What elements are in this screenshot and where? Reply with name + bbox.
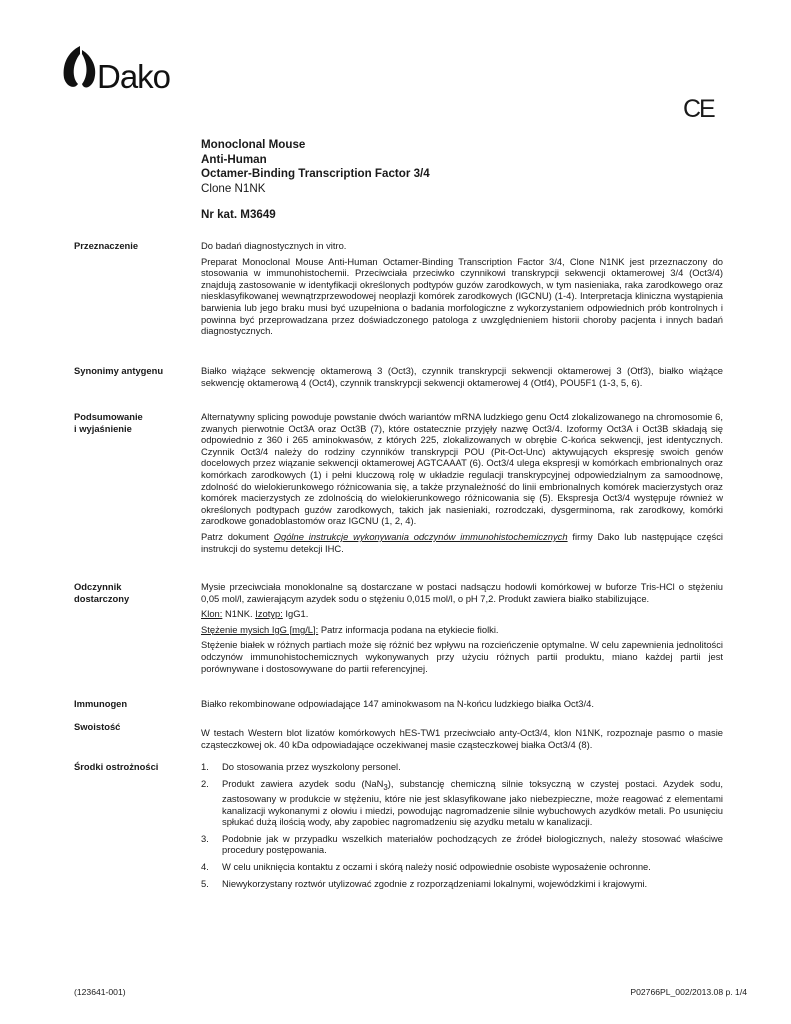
list-text: Niewykorzystany roztwór utylizować zgodnie z rozporządzeniami lokalnymi, wojewódzkimi i krajowymi. (222, 877, 648, 889)
clone-isotype-line (201, 608, 723, 620)
section-label-srodki: Środki ostrożności (74, 761, 159, 772)
ce-mark: CE (683, 95, 714, 123)
list-text: ), substancję chemiczną silnie toksyczną w czystej postaci. Azydek sodu, zastosowany w produkcie w stężeniu, które nie jest sklasyfikowane jako niebezpieczne, może reagować z elementami kanalizacji wykonanymi z ołowiu i miedzi, powodując nagromadzenie silnie wybuchowych azydków metali. Po usunięciu spłukać dużą ilością wody, aby zapobiec nagromadzeniu się azydku metalu w kanalizacji. (222, 777, 723, 828)
list-item (201, 778, 723, 828)
footer-doc-code: (123641-001) (74, 987, 126, 997)
label-line: Podsumowanie (74, 411, 143, 422)
section-label-swoistosc: Swoistość (74, 721, 121, 732)
label-line: dostarczony (74, 592, 130, 604)
list-number: 4. (201, 861, 209, 873)
list-text: Produkt zawiera azydek sodu (NaN (222, 777, 384, 789)
title-line-4: Clone N1NK (201, 181, 266, 195)
section-label-synonimy: Synonimy antygenu (74, 365, 164, 376)
section-body-odczynnik (201, 581, 723, 680)
text-span: firmy Dako lub następujące części instrukcji do systemu detekcji IHC. (201, 530, 723, 554)
title-line-1: Monoclonal Mouse (201, 138, 306, 151)
paragraph: Białko wiążące sekwencję oktamerową 3 (Oct3), czynnik transkrypcji sekwencji oktamerowej 3 (Otf3), białko wiążące sekwencję oktamerową 4 (Oct4), czynnik transkrypcji sekwencji oktamerowej 4 (Otf4), POU5F1 (1-3, 5, 6). (201, 365, 723, 388)
list-text: Podobnie jak w przypadku wszelkich materiałów pochodzących ze źródeł biologicznych, należy stosować właściwe procedury postępowania. (222, 832, 723, 856)
section-body-podsumowanie (201, 411, 723, 560)
text-span: Patrz dokument (201, 530, 274, 542)
title-line-3: Octamer-Binding Transcription Factor 3/4 (201, 167, 430, 181)
title-line-2: Anti-Human (201, 152, 267, 166)
dako-logo (60, 42, 190, 98)
concentration-line (201, 624, 723, 636)
dako-logo-icon (60, 44, 100, 92)
label-line: i wyjaśnienie (74, 422, 132, 434)
product-title (201, 138, 430, 196)
list-number: 1. (201, 761, 209, 772)
paragraph: Białko rekombinowane odpowiadające 147 aminokwasom na N-końcu ludzkiego białka Oct3/4. (201, 698, 594, 709)
ihc-instructions-link: Ogólne instrukcje wykonywania odczynów immunohistochemicznych (273, 530, 568, 542)
clone-label: Klon: (201, 608, 223, 620)
section-label-immunogen: Immunogen (74, 698, 128, 709)
paragraph: Preparat Monoclonal Mouse Anti-Human Octamer-Binding Transcription Factor 3/4, Clone N1NK jest przeznaczony do stosowania w immunohistochemii. Przeciwciała przeciwko czynnikowi transkrypcji sekwencji oktamerowej 3/4 (Oct3/4) znajdują zastosowanie w identyfikacji określonych podtypów guzów zarodkowych, w tym nasieniaka, raka zarodkowego oraz niesklasyfikowanej wewnątrzprzewodowej neoplazji komórek zarodkowych (IGCNU) (1-4). Interpretacja kliniczna wystąpienia barwienia lub jego braku musi być uzupełniona o badania morfologiczne z wykorzystaniem odpowiednich prób kontrolnych i powinna być przeprowadzana przez doświadczonego patologa z uwzględnieniem historii choroby pacjenta i innych badań diagnostycznych. (201, 255, 723, 337)
section-body-immunogen (201, 698, 723, 716)
section-body-srodki (201, 761, 723, 894)
list-text: Do stosowania przez wyszkolony personel. (222, 761, 401, 772)
footer-page-info: P02766PL_002/2013.08 p. 1/4 (630, 987, 747, 997)
dako-logo-text: Dako (97, 58, 171, 95)
list-number: 2. (201, 777, 209, 789)
section-label-podsumowanie (74, 411, 143, 434)
section-label-przeznaczenie: Przeznaczenie (74, 240, 139, 251)
list-item (201, 878, 723, 890)
concentration-value: Patrz informacja podana na etykiecie fiolki. (318, 623, 499, 635)
concentration-label: Stężenie mysich IgG [mg/L]: (201, 623, 319, 635)
subscript: 3 (383, 782, 388, 792)
label-line: Odczynnik (74, 581, 122, 592)
list-number: 5. (201, 877, 209, 889)
list-item (201, 761, 723, 773)
paragraph: Mysie przeciwciała monoklonalne są dostarczane w postaci nadsączu hodowli komórkowej w buforze Tris-HCl o stężeniu 0,05 mol/l, zawierającym azydek sodu o stężeniu 0,015 mol/l, o pH 7,2. Produkt zawiera białko stabilizujące. (201, 581, 723, 604)
isotype-label: Izotyp: (255, 608, 283, 620)
paragraph: W testach Western blot lizatów komórkowych hES-TW1 przeciwciało anty-Oct3/4, klon N1NK, rozpoznaje pasmo o masie cząsteczkowej ok. 40 kDa odpowiadające oczekiwanej masie cząsteczkowej białka Oct3/4 (8). (201, 727, 723, 750)
paragraph: Do badań diagnostycznych in vitro. (201, 240, 347, 251)
catalog-number: Nr kat. M3649 (201, 208, 276, 221)
section-body-synonimy (201, 365, 723, 394)
paragraph: Alternatywny splicing powoduje powstanie dwóch wariantów mRNA ludzkiego genu Oct4 zlokalizowanego na chromosomie 6, zwanych pierwotnie Oct3A oraz Oct3B (7), które ostatecznie przyjęły nazwę Oct3/4. Izoformy Oct3A i Oct3B składają się odpowiednio z 360 i 265 aminokwasów, z których 225, zlokalizowanych w obrębie C-końca sekwencji, jest identycznych. Czynnik Oct3/4 należy do rodziny czynników transkrypcji POU (Pit-Oct-Unc) aktywujących ekspresję swoich genów docelowych przez wiązanie sekwencji oktamerowej AGTCAAAT (6). Oct3/4 ulega ekspresji w komórkach embrionalnych oraz komórkach zarodkowych (1) i pełni kluczową rolę w układzie regulacji transkrypcyjnej odpowiedzialnym za samoodnowę, zdolność do wielokierunkowego różnicowania się, a także przynależność do linii embrionalnych komórek macierzystych oraz komórek macierzystych ze zdolnością do wielokierunkowego różnicowania się (5). Ekspresja Oct3/4 występuje również w określonych podtypach guzów zarodkowych, takich jak nasieniaki, rozrodczaki, dysgerminoma, rak zarodkowy, komórki zarodkowe gonadoblastomów oraz IGCNU (1, 2, 4). (201, 411, 723, 527)
list-number: 3. (201, 832, 209, 844)
section-body-swoistosc (201, 727, 723, 756)
section-body-przeznaczenie (201, 240, 723, 343)
clone-value: N1NK. (222, 608, 256, 620)
list-item (201, 833, 723, 856)
list-text: W celu uniknięcia kontaktu z oczami i skórą należy nosić odpowiednie osobiste wyposażenie ochronne. (222, 861, 651, 873)
section-label-odczynnik (74, 581, 129, 604)
paragraph: Stężenie białek w różnych partiach może się różnić bez wpływu na rozcieńczenie optymalne. W celu zapewnienia jednolitości odczynów immunohistochemicznych wykonywanych przy użyciu różnych partii produktu, miano każdej partii jest porównywane i dostosowywane do partii referencyjnej. (201, 639, 723, 674)
isotype-value: IgG1. (282, 608, 309, 620)
list-item (201, 861, 723, 873)
precautions-list (201, 761, 723, 889)
paragraph (201, 531, 723, 554)
